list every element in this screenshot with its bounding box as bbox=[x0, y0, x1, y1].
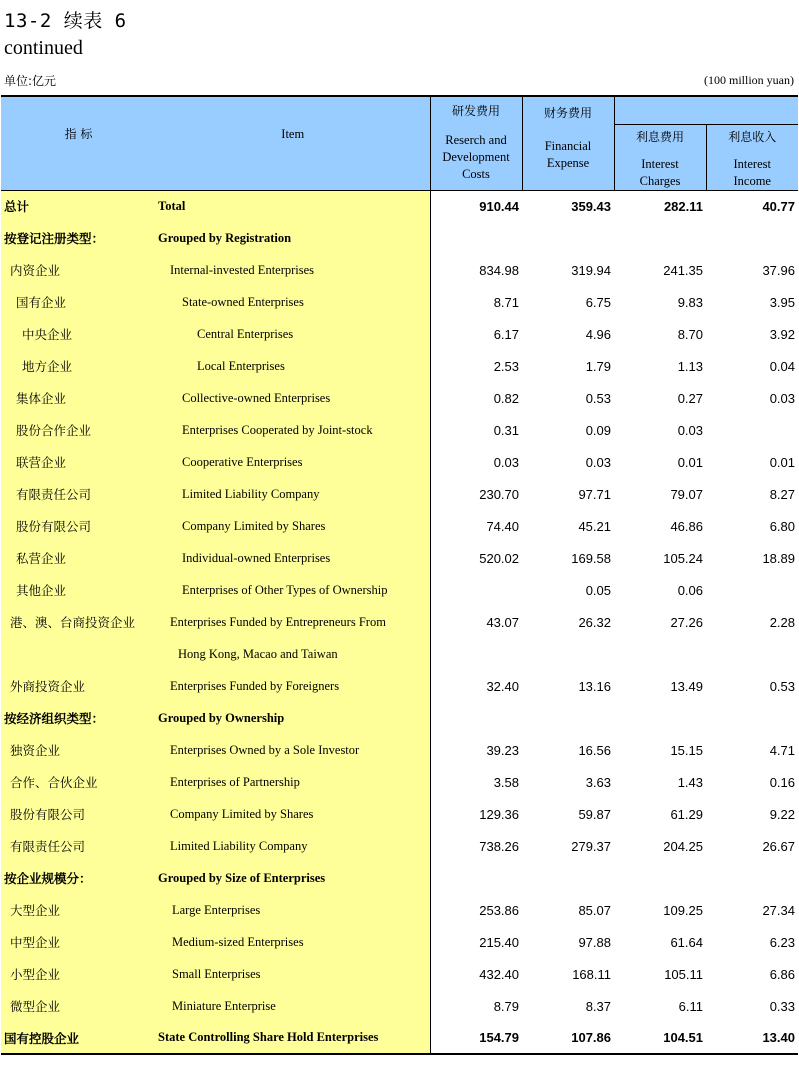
table-row bbox=[1, 638, 798, 670]
interest-charges-cell: 46.86 bbox=[614, 510, 706, 542]
rd-costs-cell: 834.98 bbox=[430, 254, 522, 286]
indicator-cn-cell: 合作、合伙企业 bbox=[1, 766, 156, 798]
financial-expense-header-en-1: Financial bbox=[544, 139, 592, 153]
interest-income-header-cn: 利息收入 bbox=[728, 129, 777, 144]
interest-income-header-en-1: Interest bbox=[733, 156, 771, 171]
indicator-cn-cell: 联营企业 bbox=[1, 446, 156, 478]
interest-income-cell: 9.22 bbox=[706, 798, 798, 830]
item-en-cell: Grouped by Registration bbox=[156, 222, 430, 254]
item-en-cell: State Controlling Share Hold Enterprises bbox=[156, 1022, 430, 1054]
interest-charges-cell bbox=[614, 638, 706, 670]
indicator-cn-cell: 地方企业 bbox=[1, 350, 156, 382]
interest-charges-cell: 8.70 bbox=[614, 318, 706, 350]
item-en-cell: Small Enterprises bbox=[156, 958, 430, 990]
table-row bbox=[1, 830, 798, 862]
rd-costs-cell bbox=[430, 574, 522, 606]
table-row bbox=[1, 926, 798, 958]
financial-expense-cell bbox=[522, 862, 614, 894]
financial-expense-cell: 8.37 bbox=[522, 990, 614, 1022]
interest-income-cell bbox=[706, 862, 798, 894]
rd-costs-cell bbox=[430, 222, 522, 254]
indicator-cn-cell: 按经济组织类型： bbox=[1, 702, 156, 734]
rd-costs-cell: 39.23 bbox=[430, 734, 522, 766]
table-row bbox=[1, 414, 798, 446]
interest-income-cell: 6.23 bbox=[706, 926, 798, 958]
interest-charges-cell: 61.29 bbox=[614, 798, 706, 830]
indicator-cn-cell: 港、澳、台商投资企业 bbox=[1, 606, 156, 638]
item-en-cell: Hong Kong, Macao and Taiwan bbox=[156, 638, 430, 670]
rd-costs-cell bbox=[430, 862, 522, 894]
interest-income-header-en-2: Income bbox=[733, 173, 771, 188]
unit-label-en: (100 million yuan) bbox=[704, 73, 794, 87]
item-en-cell: Grouped by Size of Enterprises bbox=[156, 862, 430, 894]
item-en-cell: Company Limited by Shares bbox=[156, 510, 430, 542]
indicator-cn-cell: 大型企业 bbox=[1, 894, 156, 926]
table-row bbox=[1, 958, 798, 990]
item-en-cell: Miniature Enterprise bbox=[156, 990, 430, 1022]
indicator-cn-cell: 中央企业 bbox=[1, 318, 156, 350]
table-row bbox=[1, 190, 798, 222]
table-body bbox=[1, 190, 798, 1054]
interest-income-cell bbox=[706, 574, 798, 606]
item-en-cell: Total bbox=[156, 190, 430, 222]
interest-charges-cell: 79.07 bbox=[614, 478, 706, 510]
item-en-cell: Central Enterprises bbox=[156, 318, 430, 350]
interest-charges-cell: 6.11 bbox=[614, 990, 706, 1022]
indicator-cn-cell: 总计 bbox=[1, 190, 156, 222]
interest-income-cell: 8.27 bbox=[706, 478, 798, 510]
interest-income-cell: 0.53 bbox=[706, 670, 798, 702]
interest-income-cell: 0.04 bbox=[706, 350, 798, 382]
financial-expense-cell: 26.32 bbox=[522, 606, 614, 638]
table-row bbox=[1, 574, 798, 606]
financial-expense-cell: 16.56 bbox=[522, 734, 614, 766]
interest-charges-header bbox=[614, 124, 706, 190]
table-row bbox=[1, 894, 798, 926]
interest-income-cell: 3.92 bbox=[706, 318, 798, 350]
interest-charges-cell bbox=[614, 222, 706, 254]
financial-expense-header bbox=[522, 96, 614, 190]
interest-charges-cell bbox=[614, 862, 706, 894]
table-row bbox=[1, 254, 798, 286]
interest-charges-cell: 104.51 bbox=[614, 1022, 706, 1054]
rd-costs-header-en-1: Reserch and bbox=[445, 133, 507, 148]
rd-costs-cell: 910.44 bbox=[430, 190, 522, 222]
item-en-cell: Enterprises Cooperated by Joint-stock bbox=[156, 414, 430, 446]
table-row bbox=[1, 734, 798, 766]
table-row bbox=[1, 670, 798, 702]
indicator-cn-cell: 独资企业 bbox=[1, 734, 156, 766]
interest-charges-cell: 9.83 bbox=[614, 286, 706, 318]
interest-charges-cell: 109.25 bbox=[614, 894, 706, 926]
rd-costs-cell: 215.40 bbox=[430, 926, 522, 958]
data-table bbox=[1, 95, 798, 1055]
item-en-cell: Enterprises Owned by a Sole Investor bbox=[156, 734, 430, 766]
financial-expense-header-en-2: Expense bbox=[546, 156, 590, 170]
financial-expense-cell: 279.37 bbox=[522, 830, 614, 862]
financial-expense-cell: 0.03 bbox=[522, 446, 614, 478]
table-row bbox=[1, 382, 798, 414]
interest-income-cell: 0.01 bbox=[706, 446, 798, 478]
item-en-cell: Enterprises of Other Types of Ownership bbox=[156, 574, 430, 606]
interest-charges-cell: 241.35 bbox=[614, 254, 706, 286]
interest-income-cell: 13.40 bbox=[706, 1022, 798, 1054]
interest-charges-cell: 27.26 bbox=[614, 606, 706, 638]
financial-expense-header-cn: 财务费用 bbox=[543, 106, 592, 120]
interest-income-cell: 3.95 bbox=[706, 286, 798, 318]
indicator-cn-cell: 外商投资企业 bbox=[1, 670, 156, 702]
table-row bbox=[1, 318, 798, 350]
table-row bbox=[1, 1022, 798, 1054]
rd-costs-cell: 0.31 bbox=[430, 414, 522, 446]
interest-income-cell: 0.03 bbox=[706, 382, 798, 414]
interest-income-cell: 27.34 bbox=[706, 894, 798, 926]
item-en-cell: Cooperative Enterprises bbox=[156, 446, 430, 478]
financial-expense-cell bbox=[522, 638, 614, 670]
item-en-cell: Enterprises Funded by Foreigners bbox=[156, 670, 430, 702]
item-en-cell: Limited Liability Company bbox=[156, 830, 430, 862]
item-header-label: Item bbox=[281, 127, 305, 142]
interest-income-cell: 2.28 bbox=[706, 606, 798, 638]
item-header bbox=[156, 96, 430, 190]
table-row bbox=[1, 350, 798, 382]
financial-expense-cell: 0.09 bbox=[522, 414, 614, 446]
indicator-cn-cell: 小型企业 bbox=[1, 958, 156, 990]
financial-expense-cell: 319.94 bbox=[522, 254, 614, 286]
table-row bbox=[1, 990, 798, 1022]
table-row bbox=[1, 606, 798, 638]
rd-costs-cell: 32.40 bbox=[430, 670, 522, 702]
table-row bbox=[1, 222, 798, 254]
interest-income-cell: 0.33 bbox=[706, 990, 798, 1022]
financial-expense-cell: 97.71 bbox=[522, 478, 614, 510]
indicator-cn-cell: 内资企业 bbox=[1, 254, 156, 286]
interest-income-cell bbox=[706, 702, 798, 734]
financial-expense-cell: 0.53 bbox=[522, 382, 614, 414]
rd-costs-cell: 520.02 bbox=[430, 542, 522, 574]
indicator-cn-cell: 国有企业 bbox=[1, 286, 156, 318]
financial-expense-cell: 97.88 bbox=[522, 926, 614, 958]
table-row bbox=[1, 542, 798, 574]
indicator-header-label: 指 标 bbox=[64, 127, 93, 142]
item-en-cell: Medium-sized Enterprises bbox=[156, 926, 430, 958]
rd-costs-header-en-2: Development bbox=[442, 150, 510, 165]
interest-income-cell: 4.71 bbox=[706, 734, 798, 766]
rd-costs-cell: 230.70 bbox=[430, 478, 522, 510]
table-row bbox=[1, 766, 798, 798]
interest-charges-cell: 1.13 bbox=[614, 350, 706, 382]
table-row bbox=[1, 702, 798, 734]
indicator-cn-cell: 股份有限公司 bbox=[1, 798, 156, 830]
unit-label-cn: 单位:亿元 bbox=[4, 74, 57, 88]
interest-income-cell bbox=[706, 414, 798, 446]
table-row bbox=[1, 862, 798, 894]
indicator-cn-cell: 按登记注册类型： bbox=[1, 222, 156, 254]
interest-charges-cell bbox=[614, 702, 706, 734]
interest-charges-cell: 105.11 bbox=[614, 958, 706, 990]
indicator-cn-cell bbox=[1, 638, 156, 670]
financial-expense-cell: 13.16 bbox=[522, 670, 614, 702]
rd-costs-header-en-3: Costs bbox=[462, 167, 490, 182]
indicator-cn-cell: 集体企业 bbox=[1, 382, 156, 414]
rd-costs-cell: 0.82 bbox=[430, 382, 522, 414]
indicator-cn-cell: 有限责任公司 bbox=[1, 830, 156, 862]
interest-income-cell: 6.80 bbox=[706, 510, 798, 542]
financial-expense-cell: 1.79 bbox=[522, 350, 614, 382]
interest-charges-header-cn: 利息费用 bbox=[635, 129, 684, 144]
rd-costs-cell: 253.86 bbox=[430, 894, 522, 926]
item-en-cell: Grouped by Ownership bbox=[156, 702, 430, 734]
rd-costs-cell: 154.79 bbox=[430, 1022, 522, 1054]
financial-expense-cell bbox=[522, 702, 614, 734]
table-row bbox=[1, 798, 798, 830]
interest-income-cell: 40.77 bbox=[706, 190, 798, 222]
interest-charges-cell: 1.43 bbox=[614, 766, 706, 798]
interest-charges-header-en-1: Interest bbox=[641, 156, 679, 171]
indicator-cn-cell: 私营企业 bbox=[1, 542, 156, 574]
table-row bbox=[1, 510, 798, 542]
financial-expense-cell: 6.75 bbox=[522, 286, 614, 318]
item-en-cell: State-owned Enterprises bbox=[156, 286, 430, 318]
indicator-header bbox=[1, 96, 156, 190]
continued-title: continued bbox=[4, 37, 83, 59]
financial-expense-cell: 169.58 bbox=[522, 542, 614, 574]
table-row bbox=[1, 478, 798, 510]
rd-costs-cell: 6.17 bbox=[430, 318, 522, 350]
interest-charges-cell: 15.15 bbox=[614, 734, 706, 766]
interest-charges-cell: 282.11 bbox=[614, 190, 706, 222]
rd-costs-cell: 43.07 bbox=[430, 606, 522, 638]
rd-costs-cell: 3.58 bbox=[430, 766, 522, 798]
indicator-cn-cell: 微型企业 bbox=[1, 990, 156, 1022]
financial-expense-cell: 45.21 bbox=[522, 510, 614, 542]
interest-income-cell: 26.67 bbox=[706, 830, 798, 862]
item-en-cell: Enterprises Funded by Entrepreneurs From bbox=[156, 606, 430, 638]
table-row bbox=[1, 446, 798, 478]
interest-charges-cell: 0.27 bbox=[614, 382, 706, 414]
financial-expense-cell: 4.96 bbox=[522, 318, 614, 350]
interest-income-header bbox=[706, 124, 798, 190]
interest-charges-cell: 61.64 bbox=[614, 926, 706, 958]
rd-costs-cell: 8.79 bbox=[430, 990, 522, 1022]
rd-costs-cell: 2.53 bbox=[430, 350, 522, 382]
rd-costs-cell: 74.40 bbox=[430, 510, 522, 542]
indicator-cn-cell: 股份有限公司 bbox=[1, 510, 156, 542]
item-en-cell: Enterprises of Partnership bbox=[156, 766, 430, 798]
interest-income-cell: 6.86 bbox=[706, 958, 798, 990]
interest-income-cell bbox=[706, 638, 798, 670]
interest-income-cell: 0.16 bbox=[706, 766, 798, 798]
item-en-cell: Individual-owned Enterprises bbox=[156, 542, 430, 574]
rd-costs-header-cn: 研发费用 bbox=[451, 104, 500, 119]
indicator-cn-cell: 股份合作企业 bbox=[1, 414, 156, 446]
rd-costs-cell: 8.71 bbox=[430, 286, 522, 318]
table-number-title: 13-2 续表 6 bbox=[4, 10, 127, 32]
item-en-cell: Local Enterprises bbox=[156, 350, 430, 382]
interest-income-cell bbox=[706, 222, 798, 254]
item-en-cell: Limited Liability Company bbox=[156, 478, 430, 510]
indicator-cn-cell: 按企业规模分： bbox=[1, 862, 156, 894]
financial-expense-cell bbox=[522, 222, 614, 254]
table-row bbox=[1, 286, 798, 318]
indicator-cn-cell: 有限责任公司 bbox=[1, 478, 156, 510]
indicator-cn-cell: 其他企业 bbox=[1, 574, 156, 606]
interest-charges-cell: 0.01 bbox=[614, 446, 706, 478]
interest-group-spacer-2 bbox=[706, 96, 798, 124]
item-en-cell: Internal-invested Enterprises bbox=[156, 254, 430, 286]
rd-costs-cell bbox=[430, 638, 522, 670]
indicator-cn-cell: 国有控股企业 bbox=[1, 1022, 156, 1054]
rd-costs-cell: 129.36 bbox=[430, 798, 522, 830]
interest-income-cell: 18.89 bbox=[706, 542, 798, 574]
interest-charges-header-en-2: Charges bbox=[639, 173, 681, 188]
interest-charges-cell: 204.25 bbox=[614, 830, 706, 862]
item-en-cell: Large Enterprises bbox=[156, 894, 430, 926]
interest-charges-cell: 0.06 bbox=[614, 574, 706, 606]
interest-group-spacer bbox=[614, 96, 706, 124]
rd-costs-cell bbox=[430, 702, 522, 734]
financial-expense-cell: 85.07 bbox=[522, 894, 614, 926]
financial-expense-cell: 107.86 bbox=[522, 1022, 614, 1054]
financial-expense-cell: 359.43 bbox=[522, 190, 614, 222]
rd-costs-cell: 432.40 bbox=[430, 958, 522, 990]
financial-expense-cell: 59.87 bbox=[522, 798, 614, 830]
rd-costs-cell: 0.03 bbox=[430, 446, 522, 478]
rd-costs-header bbox=[430, 96, 522, 190]
interest-income-cell: 37.96 bbox=[706, 254, 798, 286]
item-en-cell: Collective-owned Enterprises bbox=[156, 382, 430, 414]
table-header bbox=[1, 96, 798, 190]
indicator-cn-cell: 中型企业 bbox=[1, 926, 156, 958]
financial-expense-cell: 168.11 bbox=[522, 958, 614, 990]
financial-expense-cell: 0.05 bbox=[522, 574, 614, 606]
financial-expense-cell: 3.63 bbox=[522, 766, 614, 798]
interest-charges-cell: 0.03 bbox=[614, 414, 706, 446]
interest-charges-cell: 105.24 bbox=[614, 542, 706, 574]
item-en-cell: Company Limited by Shares bbox=[156, 798, 430, 830]
interest-charges-cell: 13.49 bbox=[614, 670, 706, 702]
rd-costs-cell: 738.26 bbox=[430, 830, 522, 862]
